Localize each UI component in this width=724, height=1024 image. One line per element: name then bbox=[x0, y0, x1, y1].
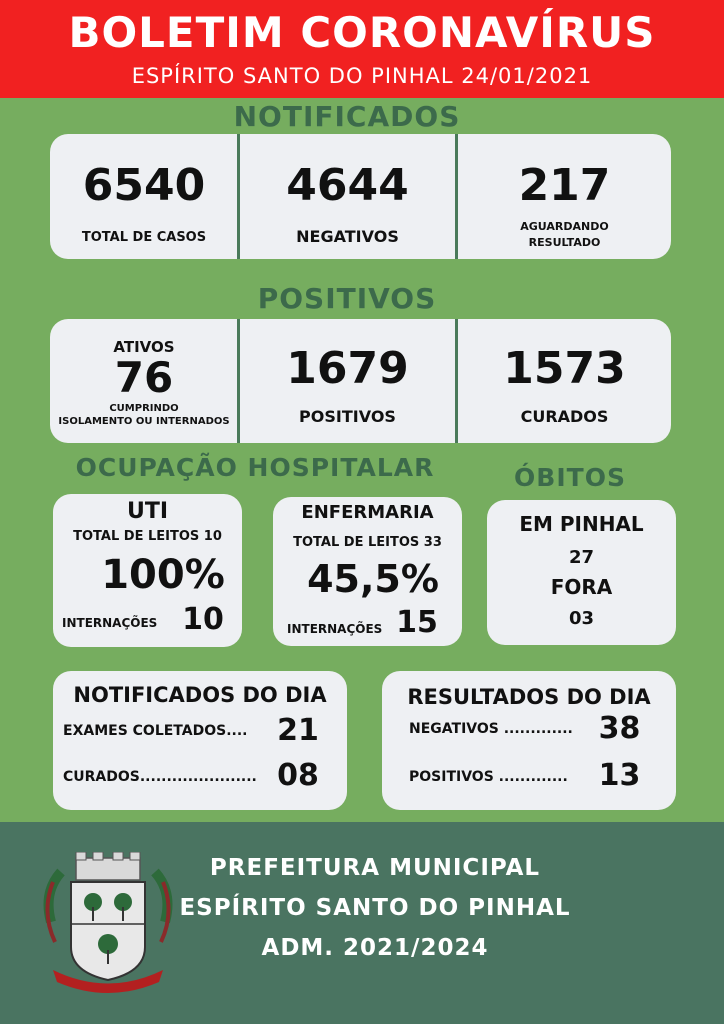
uti-leitos: TOTAL DE LEITOS 10 bbox=[73, 529, 222, 544]
footer bbox=[0, 822, 724, 1024]
obitos-title: ÓBITOS bbox=[514, 463, 626, 492]
uti-internacoes-label: INTERNAÇÕES bbox=[62, 616, 158, 630]
resultados-negativos-label: NEGATIVOS ............. bbox=[409, 721, 573, 737]
resultados-positivos-value: 13 bbox=[598, 758, 641, 793]
total-cases-label: TOTAL DE CASOS bbox=[81, 230, 207, 245]
notificados-title: NOTIFICADOS bbox=[233, 100, 461, 133]
notificados-card bbox=[50, 134, 671, 259]
ativos-note-2: ISOLAMENTO OU INTERNADOS bbox=[58, 416, 230, 427]
aguardando-value: 217 bbox=[518, 160, 611, 211]
enfermaria-title: ENFERMARIA bbox=[301, 502, 434, 523]
resultados-dia-card bbox=[382, 671, 676, 810]
enfermaria-percent: 45,5% bbox=[307, 557, 439, 601]
notificados-dia-title: NOTIFICADOS DO DIA bbox=[73, 683, 327, 707]
bulletin-subtitle: ESPÍRITO SANTO DO PINHAL 24/01/2021 bbox=[131, 64, 593, 88]
enfermaria-internacoes-label: INTERNAÇÕES bbox=[287, 622, 383, 636]
exames-coletados-label: EXAMES COLETADOS.... bbox=[63, 723, 248, 739]
obitos-card bbox=[487, 500, 676, 645]
uti-internacoes-value: 10 bbox=[182, 602, 224, 637]
bulletin-title: BOLETIM CORONAVÍRUS bbox=[68, 8, 656, 57]
resultados-negativos-value: 38 bbox=[598, 711, 641, 746]
resultados-dia-title: RESULTADOS DO DIA bbox=[407, 685, 651, 709]
footer-line-3: ADM. 2021/2024 bbox=[261, 935, 489, 961]
notificados-dia-card bbox=[53, 671, 347, 810]
footer-line-1: PREFEITURA MUNICIPAL bbox=[209, 855, 541, 881]
obitos-pinhal-label: EM PINHAL bbox=[519, 512, 644, 536]
positivos-title: POSITIVOS bbox=[257, 282, 437, 315]
obitos-fora-label: FORA bbox=[550, 575, 613, 599]
enfermaria-card bbox=[273, 497, 462, 646]
uti-card bbox=[53, 494, 242, 647]
ativos-label: ATIVOS bbox=[113, 338, 175, 356]
ativos-note-1: CUMPRINDO bbox=[109, 403, 179, 414]
exames-coletados-value: 21 bbox=[277, 713, 319, 748]
curados-value: 1573 bbox=[503, 343, 626, 394]
resultados-positivos-label: POSITIVOS ............. bbox=[409, 769, 568, 785]
negativos-label: NEGATIVOS bbox=[296, 227, 399, 246]
enfermaria-internacoes-value: 15 bbox=[396, 605, 438, 640]
curados-dia-label: CURADOS...................... bbox=[63, 769, 257, 785]
positivos-card bbox=[50, 319, 671, 443]
header-banner bbox=[0, 0, 724, 98]
total-cases-value: 6540 bbox=[82, 160, 206, 211]
ativos-value: 76 bbox=[114, 353, 174, 402]
curados-dia-value: 08 bbox=[277, 758, 319, 793]
positivos-label: POSITIVOS bbox=[299, 407, 396, 426]
enfermaria-leitos: TOTAL DE LEITOS 33 bbox=[293, 535, 442, 550]
uti-title: UTI bbox=[126, 499, 169, 524]
positivos-value: 1679 bbox=[286, 343, 409, 394]
aguardando-label-2: RESULTADO bbox=[528, 236, 601, 249]
obitos-pinhal-value: 27 bbox=[568, 547, 595, 568]
curados-label: CURADOS bbox=[520, 407, 609, 426]
ocupacao-title: OCUPAÇÃO HOSPITALAR bbox=[75, 453, 435, 482]
obitos-fora-value: 03 bbox=[568, 608, 595, 629]
aguardando-label-1: AGUARDANDO bbox=[520, 220, 609, 233]
uti-percent: 100% bbox=[101, 552, 225, 598]
negativos-value: 4644 bbox=[286, 160, 409, 211]
footer-line-2: ESPÍRITO SANTO DO PINHAL bbox=[179, 895, 571, 921]
